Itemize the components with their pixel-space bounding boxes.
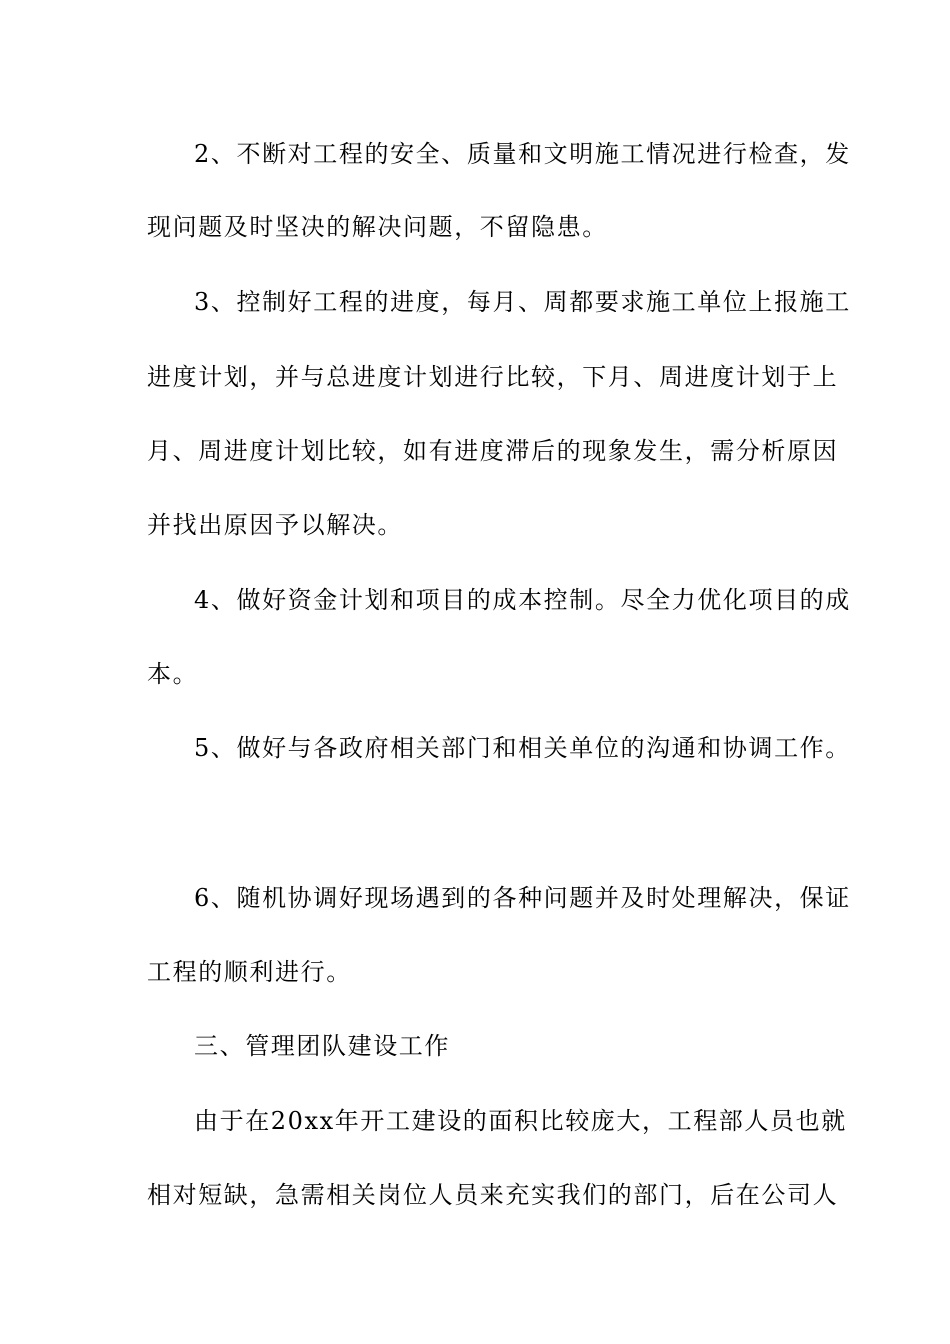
- paragraph-4-line-1: 4、做好资金计划和项目的成本控制。尽全力优化项目的成: [194, 586, 851, 614]
- section-heading: 三、管理团队建设工作: [194, 1032, 450, 1060]
- paragraph-3-line-3: 月、周进度计划比较，如有进度滞后的现象发生，需分析原因: [147, 437, 839, 465]
- paragraph-5-line-1: 5、做好与各政府相关部门和相关单位的沟通和协调工作。: [194, 734, 851, 762]
- paragraph-6-line-1: 6、随机协调好现场遇到的各种问题并及时处理解决，保证: [194, 884, 851, 912]
- paragraph-6-line-2: 工程的顺利进行。: [147, 958, 352, 986]
- paragraph-4-line-2: 本。: [147, 660, 199, 688]
- paragraph-2-line-1: 2、不断对工程的安全、质量和文明施工情况进行检查，发: [194, 140, 851, 168]
- paragraph-7-line-1: 由于在20xx年开工建设的面积比较庞大，工程部人员也就: [194, 1107, 847, 1135]
- paragraph-3-line-4: 并找出原因予以解决。: [147, 511, 403, 539]
- paragraph-7-line-2: 相对短缺，急需相关岗位人员来充实我们的部门，后在公司人: [147, 1181, 839, 1209]
- paragraph-2-line-2: 现问题及时坚决的解决问题，不留隐患。: [147, 213, 608, 241]
- paragraph-3-line-1: 3、控制好工程的进度，每月、周都要求施工单位上报施工: [194, 288, 851, 316]
- paragraph-3-line-2: 进度计划，并与总进度计划进行比较，下月、周进度计划于上: [147, 363, 839, 391]
